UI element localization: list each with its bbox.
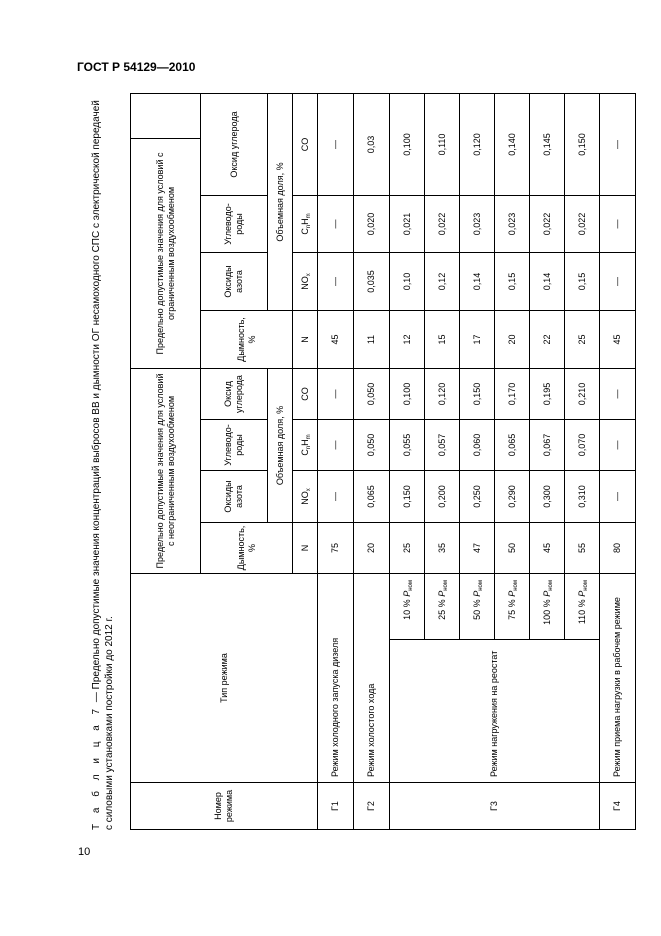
cell: 0,065 [354, 471, 390, 523]
cell: — [600, 93, 636, 195]
header-mode-type: Тип режима [131, 574, 318, 783]
cell: 45 [318, 311, 354, 369]
cell: 0,050 [354, 369, 390, 420]
table-row [390, 93, 425, 829]
cell: 0,170 [495, 369, 530, 420]
cell: 0,150 [460, 369, 495, 420]
header-nox-1: Оксиды азота [201, 471, 268, 523]
cell: 0,10 [390, 253, 425, 311]
row-label: Режим нагружения на реостат [390, 640, 600, 783]
row-label: Режим холодного запуска дизеля [318, 574, 354, 783]
sym-ch-1: $C_nH_m$ [293, 420, 318, 471]
row-label: Режим холостого хода [354, 574, 390, 783]
cell: 0,021 [390, 196, 425, 253]
sym-ch-2: $C_nH_m$ [293, 196, 318, 253]
cell: 0,200 [425, 471, 460, 523]
cell: 45 [530, 523, 565, 574]
cell: 35 [425, 523, 460, 574]
sym-co-1: CO [293, 369, 318, 420]
row-num: Г2 [354, 783, 390, 830]
cell: — [318, 420, 354, 471]
cell: 0,210 [565, 369, 600, 420]
load-percent: 50 % $P_{ном}$ [460, 574, 495, 640]
cell: 0,140 [495, 93, 530, 195]
load-percent: 25 % $P_{ном}$ [425, 574, 460, 640]
header-group-unlimited: Предельно допустимые значения для условий с неограниченным воздухообменом [131, 369, 201, 574]
cell: — [600, 471, 636, 523]
row-num: Г4 [600, 783, 636, 830]
header-volume-2: Объемная доля, % [268, 93, 293, 310]
cell: 0,15 [495, 253, 530, 311]
header-smoke-2: Дымность, % [201, 311, 293, 369]
cell: 0,022 [530, 196, 565, 253]
header-nox-2: Оксиды азота [201, 253, 268, 311]
caption-label: Т а б л и ц а 7 [91, 704, 102, 830]
cell: 0,150 [565, 93, 600, 195]
cell: 0,055 [390, 420, 425, 471]
table-row [600, 93, 636, 829]
table-row [354, 93, 390, 829]
cell: 0,150 [390, 471, 425, 523]
row-label: Режим приема нагрузки в рабочем режиме [600, 574, 636, 783]
cell: 75 [318, 523, 354, 574]
cell: 0,310 [565, 471, 600, 523]
cell: — [318, 253, 354, 311]
load-percent: 110 % $P_{ном}$ [565, 574, 600, 640]
cell: 0,03 [354, 93, 390, 195]
cell: 20 [354, 523, 390, 574]
header-volume-1: Объемная доля, % [268, 369, 293, 523]
cell: 25 [565, 311, 600, 369]
cell: 0,290 [495, 471, 530, 523]
cell: — [318, 196, 354, 253]
cell: 0,195 [530, 369, 565, 420]
header-mode-number: Номер режима [131, 783, 318, 830]
cell: 0,022 [425, 196, 460, 253]
rotated-table-block [90, 94, 622, 830]
cell: 47 [460, 523, 495, 574]
cell: 0,15 [565, 253, 600, 311]
cell: 0,120 [425, 369, 460, 420]
cell: — [318, 93, 354, 195]
cell: 0,100 [390, 369, 425, 420]
cell: — [318, 471, 354, 523]
sym-nox-2: $NO_x$ [293, 253, 318, 311]
cell: 0,023 [495, 196, 530, 253]
cell: 0,050 [354, 420, 390, 471]
table-row [318, 93, 354, 829]
sym-co-2: CO [293, 93, 318, 195]
header-smoke-1: Дымность, % [201, 523, 293, 574]
header-ch-2: Углеводо-роды [201, 196, 268, 253]
cell: 0,023 [460, 196, 495, 253]
cell: — [600, 196, 636, 253]
cell: 0,065 [495, 420, 530, 471]
cell: 0,035 [354, 253, 390, 311]
header-blank [131, 93, 201, 138]
cell: 0,14 [530, 253, 565, 311]
cell: — [600, 369, 636, 420]
document-id: ГОСТ Р 54129—2010 [77, 60, 196, 74]
cell: 0,057 [425, 420, 460, 471]
cell: 55 [565, 523, 600, 574]
load-percent: 75 % $P_{ном}$ [495, 574, 530, 640]
cell: 20 [495, 311, 530, 369]
header-co-2: Оксид углерода [201, 93, 268, 195]
cell: 17 [460, 311, 495, 369]
cell: 0,070 [565, 420, 600, 471]
cell: 0,067 [530, 420, 565, 471]
cell: — [318, 369, 354, 420]
cell: 22 [530, 311, 565, 369]
cell: 45 [600, 311, 636, 369]
cell: 0,14 [460, 253, 495, 311]
cell: 0,100 [390, 93, 425, 195]
cell: 0,060 [460, 420, 495, 471]
cell: 25 [390, 523, 425, 574]
cell: 0,022 [565, 196, 600, 253]
cell: 0,300 [530, 471, 565, 523]
sym-n-1: N [293, 523, 318, 574]
page-number: 10 [78, 846, 91, 858]
cell: 80 [600, 523, 636, 574]
cell: 0,020 [354, 196, 390, 253]
cell: 0,250 [460, 471, 495, 523]
row-num: Г3 [390, 783, 600, 830]
load-percent: 100 % $P_{ном}$ [530, 574, 565, 640]
cell: 0,145 [530, 93, 565, 195]
cell: — [600, 420, 636, 471]
sym-n-2: N [293, 311, 318, 369]
header-co-1: Оксид углерода [201, 369, 268, 420]
row-num: Г1 [318, 783, 354, 830]
cell: 0,110 [425, 93, 460, 195]
cell: 12 [390, 311, 425, 369]
cell: 0,12 [425, 253, 460, 311]
cell: 50 [495, 523, 530, 574]
cell: 15 [425, 311, 460, 369]
caption-text: — Предельно допустимые значения концентраций выбросов ВВ и дымности ОГ несамоходного СПС с электрической передачей с силовыми установками постройки до 2012 г. [91, 100, 115, 830]
load-percent: 10 % $P_{ном}$ [390, 574, 425, 640]
header-ch-1: Углеводо-роды [201, 420, 268, 471]
cell: — [600, 253, 636, 311]
cell: 0,120 [460, 93, 495, 195]
table-caption [90, 94, 130, 830]
header-group-limited: Предельно допустимые значения для условий с ограниченным воздухообменом [131, 138, 201, 368]
cell: 11 [354, 311, 390, 369]
sym-nox-1: $NO_x$ [293, 471, 318, 523]
emissions-table [130, 93, 636, 830]
